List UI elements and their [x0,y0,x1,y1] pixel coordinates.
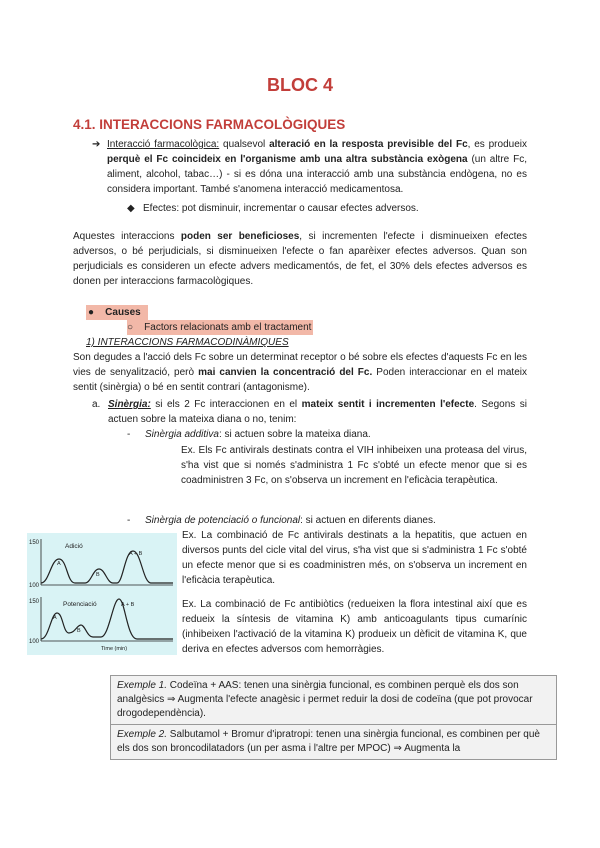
potenciacio-example-1: Ex. La combinació de Fc antivirals destinats a la hepatitis, que actuen en diversos punts del cicle vital del virus, s'ha vist que si s'administra 1 Fc s'obté un efecte menor que si es coadministren més, on s'observa un increment en l'eficàcia terapèutica. [182,530,527,586]
list-marker: a. [92,399,101,410]
effects-bullet: Efectes: pot disminuir, incrementar o causar efectes adversos. [143,203,419,214]
y-tick-label: 100 [29,583,40,589]
pharmacodynamic-paragraph: Son degudes a l'acció dels Fc sobre un determinat receptor o bé sobre els efectes d'aquests Fc en les vies de senyalització, però mai canvien la concentració del Fc. Poden interaccionar en el mateix sentit (sinèrgia) o bé en sentit contrari (antagonisme). [73,352,527,393]
chart-title: Potenciació [63,601,97,608]
page-title: BLOC 4 [266,75,333,95]
arrow-bullet-icon: ➔ [92,139,101,150]
series-line [41,551,173,583]
example-box-1: Exemple 1. Codeïna + AAS: tenen una sinèrgia funcional, es combinen perquè els dos son analgèsics ⇒ Augmenta l'efecte anagèsic i permet reduir la dosi de codeïna (que pot provocar drogodependència). [110,675,557,725]
dash-bullet-icon: - [127,515,131,526]
y-tick-label: 150 [29,540,40,546]
potenciacio-example-2: Ex. La combinació de Fc antibiòtics (redueixen la flora intestinal així que es redueix la síntesis de vitamina K) amb anticoagulants tipus cumarínic (inhibeixen l'activació de la vitamina K) produeix un dèficit de vitamina K, que deriva en efectes adversos com hemorràgies. [182,599,527,655]
definition-paragraph: Interacció farmacològica: qualsevol alteració en la resposta previsible del Fc, es produeix perquè el Fc coincideix en l'organisme amb una altra substància exògena (un altre Fc, aliment, alcohol, tabac…) - si es dóna una interacció amb una substància endògena, no es considera important. També s'anomena interacció medicamentosa. [107,139,527,195]
sinergia-paragraph: Sinèrgia: si els 2 Fc interaccionen en el mateix sentit i incrementen l'efecte. Segons si actuen sobre la mateixa diana o no, tenim: [108,399,527,425]
dash-bullet-icon: - [127,429,131,440]
additiva-example: Ex. Els Fc antivirals destinats contra el VIH inhibeixen una proteasa del virus, s'ha vist que si només s'administra 1 Fc s'obté un efecte menor que si es coadministren 3 Fc, on s'observa un increment en l'eficàcia terapèutica. [181,445,527,486]
series-label-ab: A + B [121,602,135,608]
series-label-a: A [57,561,61,567]
subsection-heading: 1) INTERACCIONS FARMACODINÀMIQUES [86,337,289,348]
additiva-item: Sinèrgia additiva: si actuen sobre la mateixa diana. [145,429,371,440]
y-tick-label: 150 [29,599,40,605]
causes-item: ● Causes [86,305,148,320]
synergy-chart-svg [27,533,177,655]
interactions-paragraph: Aquestes interaccions poden ser beneficioses, si incrementen l'efecte i disminueixen efectes adversos, o bé perjudicials, si disminueixen l'efecte o fan aparèixer efectes adversos. Quan son perjudicials es consideren un efecte advers medicamentós, de fet, el 30% dels efectes adversos es donen per interaccions farmacològiques. [73,231,527,287]
chart-title: Adició [65,543,83,550]
series-label-b: B [96,572,100,578]
x-axis-label: Time (min) [101,646,128,652]
series-label-a: A [53,615,57,621]
chart-potenciacio [29,597,173,652]
diamond-bullet-icon: ◆ [127,203,135,214]
chart-adicio [29,539,173,589]
series-label-ab: A + B [129,551,143,557]
section-heading: 4.1. INTERACCIONS FARMACOLÒGIQUES [73,117,346,132]
series-label-b: B [77,628,81,634]
synergy-chart [27,533,177,655]
definition-term: Interacció farmacològica: [107,139,220,150]
potenciacio-item: Sinèrgia de potenciació o funcional: si actuen en diferents dianes. [145,515,436,526]
example-box-2: Exemple 2. Salbutamol + Bromur d'ipratropi: tenen una sinèrgia funcional, es combinen per què els dos son broncodilatadors (un per asma i l'altre per MPOC) ⇒ Augmenta la [110,724,557,760]
factors-item: ○ Factors relacionats amb el tractament [127,322,312,333]
series-line [41,599,173,639]
y-tick-label: 100 [29,639,40,645]
